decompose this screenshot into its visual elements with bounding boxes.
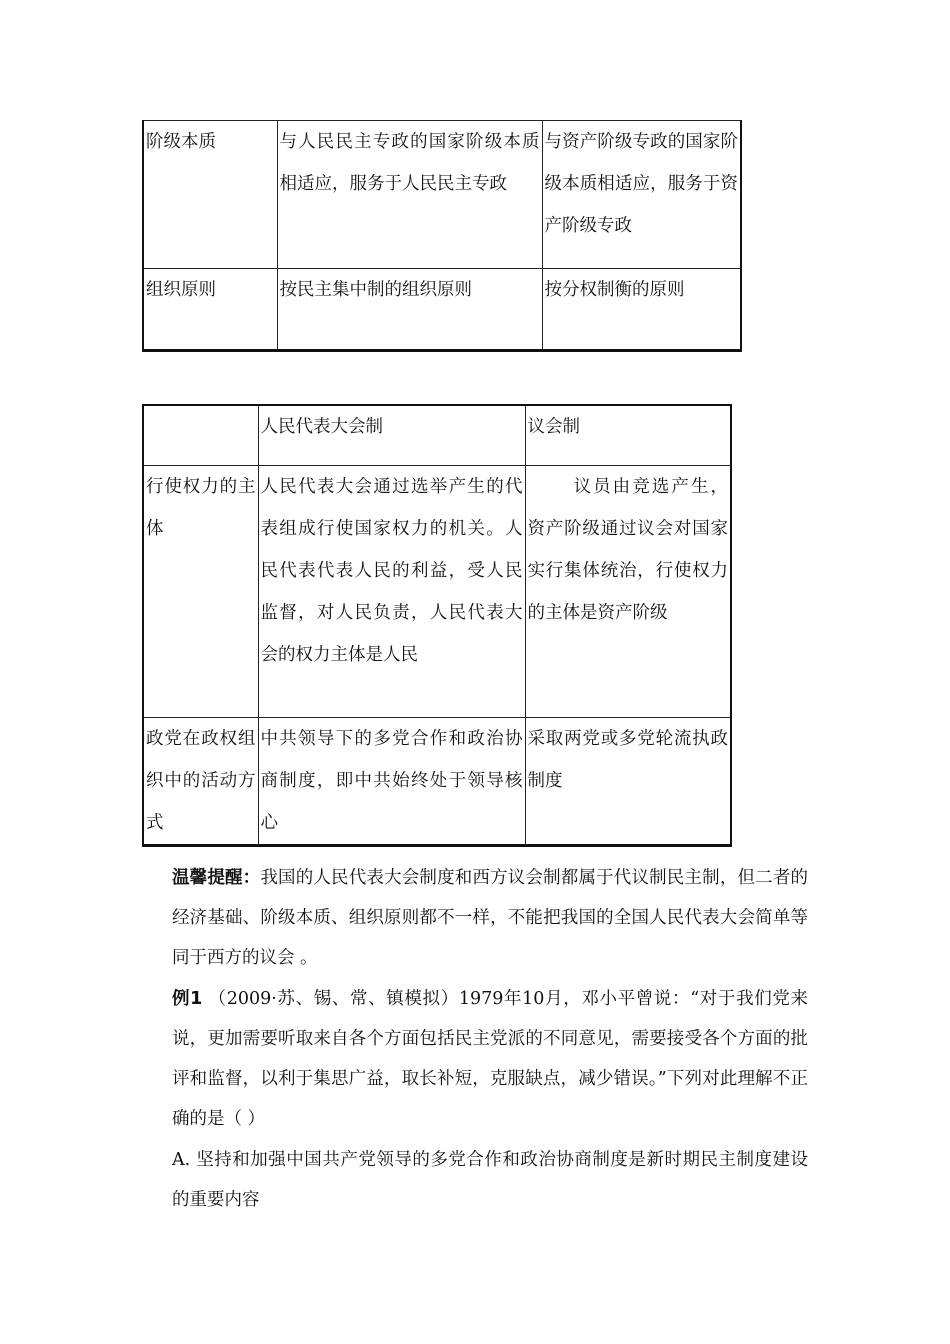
table1-cell: 与资产阶级专政的国家阶级本质相适应，服务于资产阶级专政 (542, 121, 741, 269)
tip-text: 我国的人民代表大会制度和西方议会制都属于代议制民主制，但二者的经济基础、阶级本质、组织原则都不一样，不能把我国的全国人民代表大会简单等同于西方的议会 。 (172, 868, 808, 968)
example-text: （2009·苏、锡、常、镇模拟）1979年10月，邓小平曾说：“对于我们党来说，更加需要听取来自各个方面包括民主党派的不同意见，需要接受各个方面的批评和监督，以利于集思广益，取长补短，克服缺点，减少错误。”下列对此理解不正确的是（ ） (172, 989, 808, 1129)
table2-cell (525, 465, 731, 717)
table2-cell: 政党在政权组织中的活动方式 (143, 717, 258, 845)
table1-cell: 按民主集中制的组织原则 (277, 269, 542, 351)
table2-cell: 行使权力的主体 (143, 465, 258, 717)
table2-cell: 中共领导下的多党合作和政治协商制度，即中共始终处于领导核心 (258, 717, 525, 845)
table1-cell: 组织原则 (143, 269, 277, 351)
table2-header-cell (143, 405, 258, 465)
table2-cell-text: 议员由竞选产生，资产阶级通过议会对国家实行集体统治，行使权力的主体是资产阶级 (527, 476, 728, 623)
table2-header-cell: 人民代表大会制 (258, 405, 525, 465)
tip-paragraph (172, 858, 808, 978)
table1-cell: 按分权制衡的原则 (542, 269, 741, 351)
table1-cell: 阶级本质 (143, 121, 277, 269)
example-paragraph (172, 979, 808, 1139)
comparison-table-1 (142, 120, 742, 352)
table2-cell: 人民代表大会通过选举产生的代表组成行使国家权力的机关。人民代表代表人民的利益，受人民监督，对人民负责，人民代表大会的权力主体是人民 (258, 465, 525, 717)
table1-cell: 与人民民主专政的国家阶级本质相适应，服务于人民民主专政 (277, 121, 542, 269)
comparison-table-2 (142, 404, 732, 847)
example-label: 例1 (172, 989, 203, 1009)
table2-cell: 采取两党或多党轮流执政制度 (525, 717, 731, 845)
option-a: A. 坚持和加强中国共产党领导的多党合作和政治协商制度是新时期民主制度建设的重要内容 (172, 1150, 808, 1210)
tip-label: 温馨提醒： (172, 868, 261, 888)
table2-header-cell: 议会制 (525, 405, 731, 465)
